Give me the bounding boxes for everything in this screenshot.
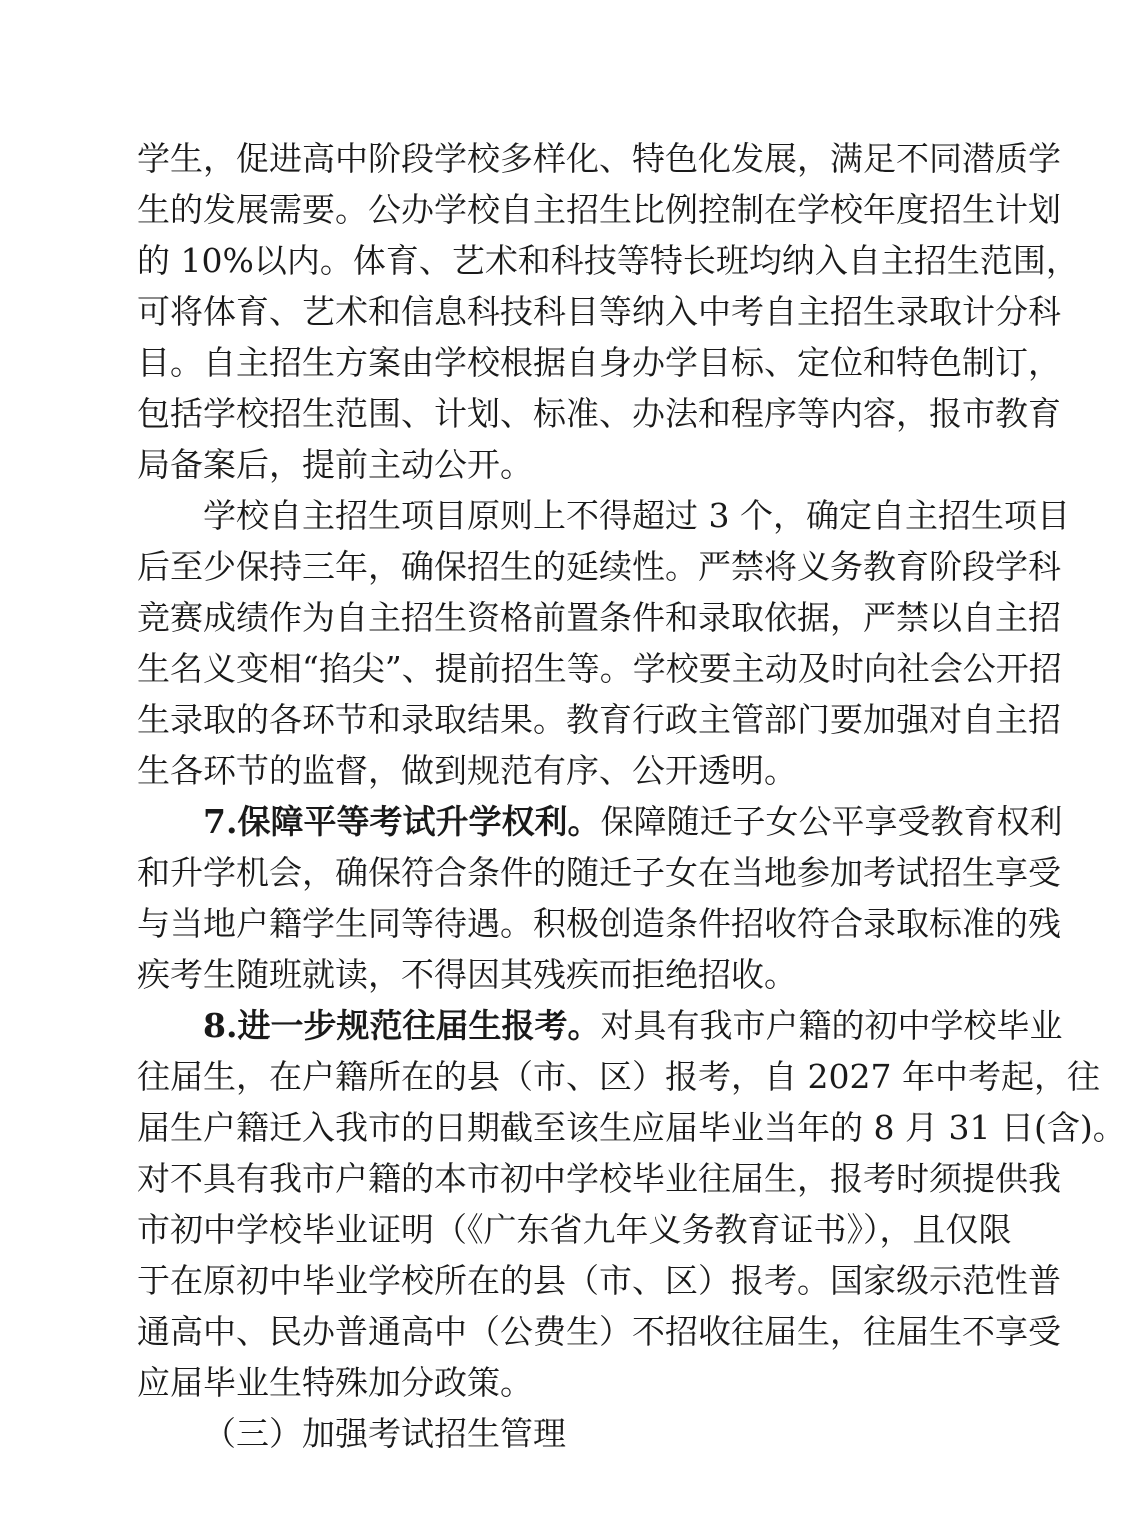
heading-8: 8.进一步规范往届生报考。 bbox=[203, 1006, 601, 1045]
text-line: 后至少保持三年，确保招生的延续性。严禁将义务教育阶段学科 bbox=[137, 547, 1061, 586]
text-line: 和升学机会，确保符合条件的随迁子女在当地参加考试招生享受 bbox=[137, 853, 1061, 892]
text-line: 可将体育、艺术和信息科技科目等纳入中考自主招生录取计分科 bbox=[137, 292, 1061, 331]
text-line: 生名义变相“掐尖”、提前招生等。学校要主动及时向社会公开招 bbox=[137, 649, 1062, 688]
text-line: 通高中、民办普通高中（公费生）不招收往届生，往届生不享受 bbox=[137, 1312, 1061, 1351]
text-run: 保障随迁子女公平享受教育权利 bbox=[600, 802, 1063, 841]
text-line: 届生户籍迁入我市的日期截至该生应届毕业当年的 8 月 31 日(含)。 bbox=[137, 1108, 1126, 1147]
text-line: 往届生，在户籍所在的县（市、区）报考，自 2027 年中考起，往 bbox=[137, 1057, 1100, 1096]
text-line: 生的发展需要。公办学校自主招生比例控制在学校年度招生计划 bbox=[137, 190, 1061, 229]
text-line: 竞赛成绩作为自主招生资格前置条件和录取依据，严禁以自主招 bbox=[137, 598, 1061, 637]
text-line: 目。自主招生方案由学校根据自身办学目标、定位和特色制订， bbox=[137, 343, 1061, 382]
text-line: 对不具有我市户籍的本市初中学校毕业往届生，报考时须提供我 bbox=[137, 1159, 1061, 1198]
text-line: 与当地户籍学生同等待遇。积极创造条件招收符合录取标准的残 bbox=[137, 904, 1061, 943]
paragraph-start-line: 学校自主招生项目原则上不得超过 3 个，确定自主招生项目 bbox=[203, 496, 1070, 535]
text-line: 于在原初中毕业学校所在的县（市、区）报考。国家级示范性普 bbox=[137, 1261, 1061, 1300]
text-line: 局备案后，提前主动公开。 bbox=[137, 445, 533, 484]
text-run: 对具有我市户籍的初中学校毕业 bbox=[600, 1006, 1063, 1045]
text-line: 生录取的各环节和录取结果。教育行政主管部门要加强对自主招 bbox=[137, 700, 1061, 739]
text-line: 的 10%以内。体育、艺术和科技等特长班均纳入自主招生范围， bbox=[137, 241, 1079, 280]
heading-7: 7.保障平等考试升学权利。 bbox=[203, 802, 601, 841]
text-line: 包括学校招生范围、计划、标准、办法和程序等内容，报市教育 bbox=[137, 394, 1061, 433]
text-line: 市初中学校毕业证明（《广东省九年义务教育证书》），且仅限 bbox=[137, 1210, 1012, 1249]
text-line: 学生，促进高中阶段学校多样化、特色化发展，满足不同潜质学 bbox=[137, 139, 1061, 178]
paragraph-7-first-line bbox=[203, 800, 1063, 844]
section-heading-3: （三）加强考试招生管理 bbox=[203, 1414, 566, 1453]
text-line: 生各环节的监督，做到规范有序、公开透明。 bbox=[137, 751, 797, 790]
text-line: 应届毕业生特殊加分政策。 bbox=[137, 1363, 533, 1402]
text-line: 疾考生随班就读，不得因其残疾而拒绝招收。 bbox=[137, 955, 797, 994]
paragraph-8-first-line bbox=[203, 1004, 1063, 1048]
